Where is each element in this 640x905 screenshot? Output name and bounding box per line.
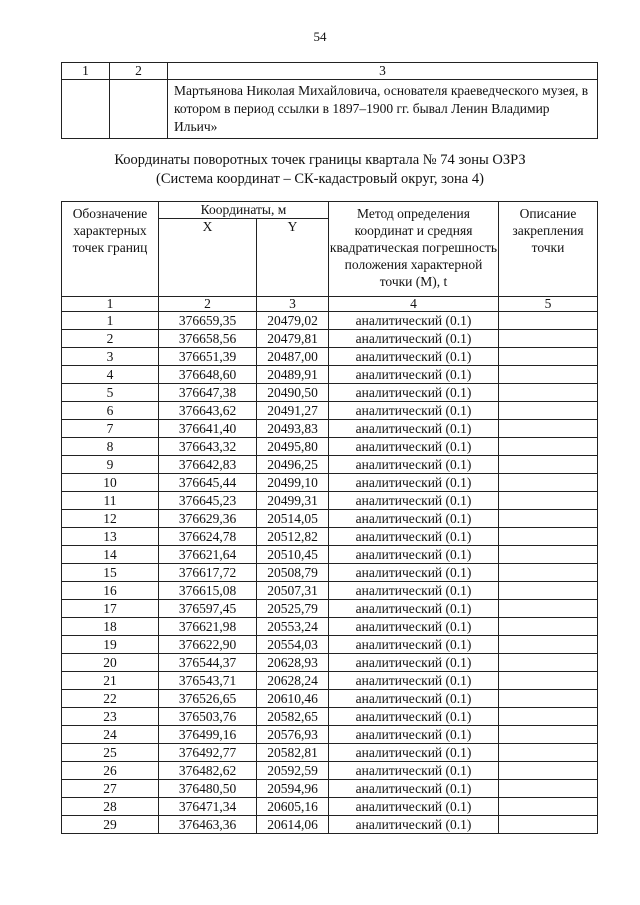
description-cell xyxy=(499,672,598,690)
y-coordinate-cell: 20496,25 xyxy=(257,456,329,474)
x-coordinate-cell: 376629,36 xyxy=(159,510,257,528)
table-row xyxy=(62,744,598,762)
method-cell: аналитический (0.1) xyxy=(329,726,499,744)
col-number: 5 xyxy=(499,297,598,312)
description-cell xyxy=(499,510,598,528)
col-number: 4 xyxy=(329,297,499,312)
y-coordinate-cell: 20628,24 xyxy=(257,672,329,690)
y-coordinate-cell: 20582,65 xyxy=(257,708,329,726)
table-row xyxy=(62,438,598,456)
header-y: Y xyxy=(257,219,329,297)
y-coordinate-cell: 20614,06 xyxy=(257,816,329,834)
table-row xyxy=(62,636,598,654)
table-row xyxy=(62,564,598,582)
description-cell xyxy=(499,546,598,564)
table-row xyxy=(62,798,598,816)
point-number-cell: 28 xyxy=(62,798,159,816)
y-coordinate-cell: 20489,91 xyxy=(257,366,329,384)
y-coordinate-cell: 20499,31 xyxy=(257,492,329,510)
point-number-cell: 8 xyxy=(62,438,159,456)
x-coordinate-cell: 376651,39 xyxy=(159,348,257,366)
empty-cell xyxy=(62,80,110,139)
continuation-text: Мартьянова Николая Михайловича, основателя краеведческого музея, в котором в период ссылки в 1897–1900 гг. бывал Ленин Владимир Ильич» xyxy=(168,80,598,139)
description-cell xyxy=(499,780,598,798)
x-coordinate-cell: 376621,64 xyxy=(159,546,257,564)
point-number-cell: 17 xyxy=(62,600,159,618)
y-coordinate-cell: 20576,93 xyxy=(257,726,329,744)
x-coordinate-cell: 376622,90 xyxy=(159,636,257,654)
x-coordinate-cell: 376471,34 xyxy=(159,798,257,816)
description-cell xyxy=(499,816,598,834)
col-number: 3 xyxy=(168,63,598,80)
method-cell: аналитический (0.1) xyxy=(329,618,499,636)
y-coordinate-cell: 20491,27 xyxy=(257,402,329,420)
description-cell xyxy=(499,438,598,456)
point-number-cell: 1 xyxy=(62,312,159,330)
col-number: 1 xyxy=(62,63,110,80)
col-number: 2 xyxy=(159,297,257,312)
x-coordinate-cell: 376658,56 xyxy=(159,330,257,348)
table-row xyxy=(62,348,598,366)
method-cell: аналитический (0.1) xyxy=(329,330,499,348)
y-coordinate-cell: 20510,45 xyxy=(257,546,329,564)
x-coordinate-cell: 376659,35 xyxy=(159,312,257,330)
point-number-cell: 19 xyxy=(62,636,159,654)
table-title: Координаты поворотных точек границы квартала № 74 зоны ОЗРЗ xyxy=(114,152,526,168)
header-x: X xyxy=(159,219,257,297)
table-row xyxy=(62,690,598,708)
x-coordinate-cell: 376544,37 xyxy=(159,654,257,672)
y-coordinate-cell: 20582,81 xyxy=(257,744,329,762)
description-cell xyxy=(499,474,598,492)
table-row xyxy=(62,672,598,690)
point-number-cell: 21 xyxy=(62,672,159,690)
table-row xyxy=(62,366,598,384)
description-cell xyxy=(499,528,598,546)
y-coordinate-cell: 20594,96 xyxy=(257,780,329,798)
method-cell: аналитический (0.1) xyxy=(329,420,499,438)
point-number-cell: 23 xyxy=(62,708,159,726)
table-row xyxy=(62,816,598,834)
method-cell: аналитический (0.1) xyxy=(329,600,499,618)
continuation-row xyxy=(62,80,598,139)
point-number-cell: 10 xyxy=(62,474,159,492)
method-cell: аналитический (0.1) xyxy=(329,402,499,420)
x-coordinate-cell: 376597,45 xyxy=(159,600,257,618)
x-coordinate-cell: 376624,78 xyxy=(159,528,257,546)
method-cell: аналитический (0.1) xyxy=(329,582,499,600)
table-row xyxy=(62,312,598,330)
x-coordinate-cell: 376543,71 xyxy=(159,672,257,690)
point-number-cell: 22 xyxy=(62,690,159,708)
coordinates-table xyxy=(61,201,598,834)
description-cell xyxy=(499,600,598,618)
point-number-cell: 18 xyxy=(62,618,159,636)
table-row xyxy=(62,528,598,546)
table-row xyxy=(62,474,598,492)
header-method: Метод определения координат и средняя квадратическая погрешность положения характерной точки (М), t xyxy=(329,202,499,297)
description-cell xyxy=(499,384,598,402)
table-row xyxy=(62,582,598,600)
method-cell: аналитический (0.1) xyxy=(329,528,499,546)
description-cell xyxy=(499,636,598,654)
col-number: 3 xyxy=(257,297,329,312)
table-row xyxy=(62,384,598,402)
x-coordinate-cell: 376615,08 xyxy=(159,582,257,600)
x-coordinate-cell: 376463,36 xyxy=(159,816,257,834)
method-cell: аналитический (0.1) xyxy=(329,816,499,834)
table-row xyxy=(62,330,598,348)
method-cell: аналитический (0.1) xyxy=(329,690,499,708)
method-cell: аналитический (0.1) xyxy=(329,348,499,366)
y-coordinate-cell: 20508,79 xyxy=(257,564,329,582)
method-cell: аналитический (0.1) xyxy=(329,384,499,402)
y-coordinate-cell: 20605,16 xyxy=(257,798,329,816)
table-row xyxy=(62,618,598,636)
method-cell: аналитический (0.1) xyxy=(329,654,499,672)
description-cell xyxy=(499,420,598,438)
point-number-cell: 20 xyxy=(62,654,159,672)
description-cell xyxy=(499,348,598,366)
x-coordinate-cell: 376499,16 xyxy=(159,726,257,744)
point-number-cell: 7 xyxy=(62,420,159,438)
table-body xyxy=(62,312,598,834)
table-row xyxy=(62,456,598,474)
description-cell xyxy=(499,456,598,474)
x-coordinate-cell: 376645,23 xyxy=(159,492,257,510)
y-coordinate-cell: 20499,10 xyxy=(257,474,329,492)
y-coordinate-cell: 20479,02 xyxy=(257,312,329,330)
point-number-cell: 11 xyxy=(62,492,159,510)
table-row xyxy=(62,762,598,780)
x-coordinate-cell: 376645,44 xyxy=(159,474,257,492)
x-coordinate-cell: 376642,83 xyxy=(159,456,257,474)
y-coordinate-cell: 20553,24 xyxy=(257,618,329,636)
description-cell xyxy=(499,312,598,330)
table-row xyxy=(62,600,598,618)
method-cell: аналитический (0.1) xyxy=(329,780,499,798)
method-cell: аналитический (0.1) xyxy=(329,798,499,816)
method-cell: аналитический (0.1) xyxy=(329,546,499,564)
point-number-cell: 15 xyxy=(62,564,159,582)
header-description: Описание закрепления точки xyxy=(499,202,598,297)
method-cell: аналитический (0.1) xyxy=(329,366,499,384)
x-coordinate-cell: 376503,76 xyxy=(159,708,257,726)
point-number-cell: 4 xyxy=(62,366,159,384)
point-number-cell: 5 xyxy=(62,384,159,402)
table-subtitle: (Система координат – СК-кадастровый округ, зона 4) xyxy=(156,171,484,187)
method-cell: аналитический (0.1) xyxy=(329,312,499,330)
point-number-cell: 13 xyxy=(62,528,159,546)
point-number-cell: 25 xyxy=(62,744,159,762)
y-coordinate-cell: 20495,80 xyxy=(257,438,329,456)
point-number-cell: 24 xyxy=(62,726,159,744)
col-number: 2 xyxy=(110,63,168,80)
table-row xyxy=(62,546,598,564)
header-row xyxy=(62,202,598,219)
description-cell xyxy=(499,366,598,384)
table-row xyxy=(62,492,598,510)
table-row xyxy=(62,654,598,672)
table-row xyxy=(62,708,598,726)
description-cell xyxy=(499,564,598,582)
empty-cell xyxy=(110,80,168,139)
y-coordinate-cell: 20525,79 xyxy=(257,600,329,618)
point-number-cell: 2 xyxy=(62,330,159,348)
description-cell xyxy=(499,708,598,726)
x-coordinate-cell: 376492,77 xyxy=(159,744,257,762)
point-number-cell: 14 xyxy=(62,546,159,564)
point-number-cell: 27 xyxy=(62,780,159,798)
method-cell: аналитический (0.1) xyxy=(329,762,499,780)
y-coordinate-cell: 20507,31 xyxy=(257,582,329,600)
x-coordinate-cell: 376621,98 xyxy=(159,618,257,636)
page-number: 54 xyxy=(313,29,327,44)
method-cell: аналитический (0.1) xyxy=(329,744,499,762)
method-cell: аналитический (0.1) xyxy=(329,708,499,726)
y-coordinate-cell: 20493,83 xyxy=(257,420,329,438)
description-cell xyxy=(499,744,598,762)
point-number-cell: 29 xyxy=(62,816,159,834)
description-cell xyxy=(499,582,598,600)
description-cell xyxy=(499,762,598,780)
description-cell xyxy=(499,402,598,420)
point-number-cell: 9 xyxy=(62,456,159,474)
method-cell: аналитический (0.1) xyxy=(329,564,499,582)
y-coordinate-cell: 20514,05 xyxy=(257,510,329,528)
y-coordinate-cell: 20490,50 xyxy=(257,384,329,402)
x-coordinate-cell: 376647,38 xyxy=(159,384,257,402)
column-numbers-row xyxy=(62,297,598,312)
x-coordinate-cell: 376643,32 xyxy=(159,438,257,456)
x-coordinate-cell: 376648,60 xyxy=(159,366,257,384)
continuation-table xyxy=(61,62,598,139)
point-number-cell: 26 xyxy=(62,762,159,780)
table-row xyxy=(62,402,598,420)
x-coordinate-cell: 376641,40 xyxy=(159,420,257,438)
y-coordinate-cell: 20610,46 xyxy=(257,690,329,708)
method-cell: аналитический (0.1) xyxy=(329,636,499,654)
point-number-cell: 6 xyxy=(62,402,159,420)
col-number: 1 xyxy=(62,297,159,312)
point-number-cell: 12 xyxy=(62,510,159,528)
method-cell: аналитический (0.1) xyxy=(329,492,499,510)
x-coordinate-cell: 376482,62 xyxy=(159,762,257,780)
y-coordinate-cell: 20592,59 xyxy=(257,762,329,780)
table-row xyxy=(62,726,598,744)
header-designation: Обозначение характерных точек границ xyxy=(62,202,159,297)
method-cell: аналитический (0.1) xyxy=(329,672,499,690)
point-number-cell: 3 xyxy=(62,348,159,366)
column-numbers-row xyxy=(62,63,598,80)
x-coordinate-cell: 376526,65 xyxy=(159,690,257,708)
description-cell xyxy=(499,654,598,672)
method-cell: аналитический (0.1) xyxy=(329,438,499,456)
y-coordinate-cell: 20487,00 xyxy=(257,348,329,366)
description-cell xyxy=(499,330,598,348)
y-coordinate-cell: 20628,93 xyxy=(257,654,329,672)
table-row xyxy=(62,780,598,798)
y-coordinate-cell: 20512,82 xyxy=(257,528,329,546)
description-cell xyxy=(499,492,598,510)
table-row xyxy=(62,420,598,438)
header-coordinates: Координаты, м xyxy=(159,202,329,219)
x-coordinate-cell: 376643,62 xyxy=(159,402,257,420)
method-cell: аналитический (0.1) xyxy=(329,456,499,474)
method-cell: аналитический (0.1) xyxy=(329,510,499,528)
y-coordinate-cell: 20479,81 xyxy=(257,330,329,348)
table-row xyxy=(62,510,598,528)
description-cell xyxy=(499,798,598,816)
description-cell xyxy=(499,726,598,744)
point-number-cell: 16 xyxy=(62,582,159,600)
y-coordinate-cell: 20554,03 xyxy=(257,636,329,654)
description-cell xyxy=(499,618,598,636)
description-cell xyxy=(499,690,598,708)
x-coordinate-cell: 376617,72 xyxy=(159,564,257,582)
method-cell: аналитический (0.1) xyxy=(329,474,499,492)
x-coordinate-cell: 376480,50 xyxy=(159,780,257,798)
